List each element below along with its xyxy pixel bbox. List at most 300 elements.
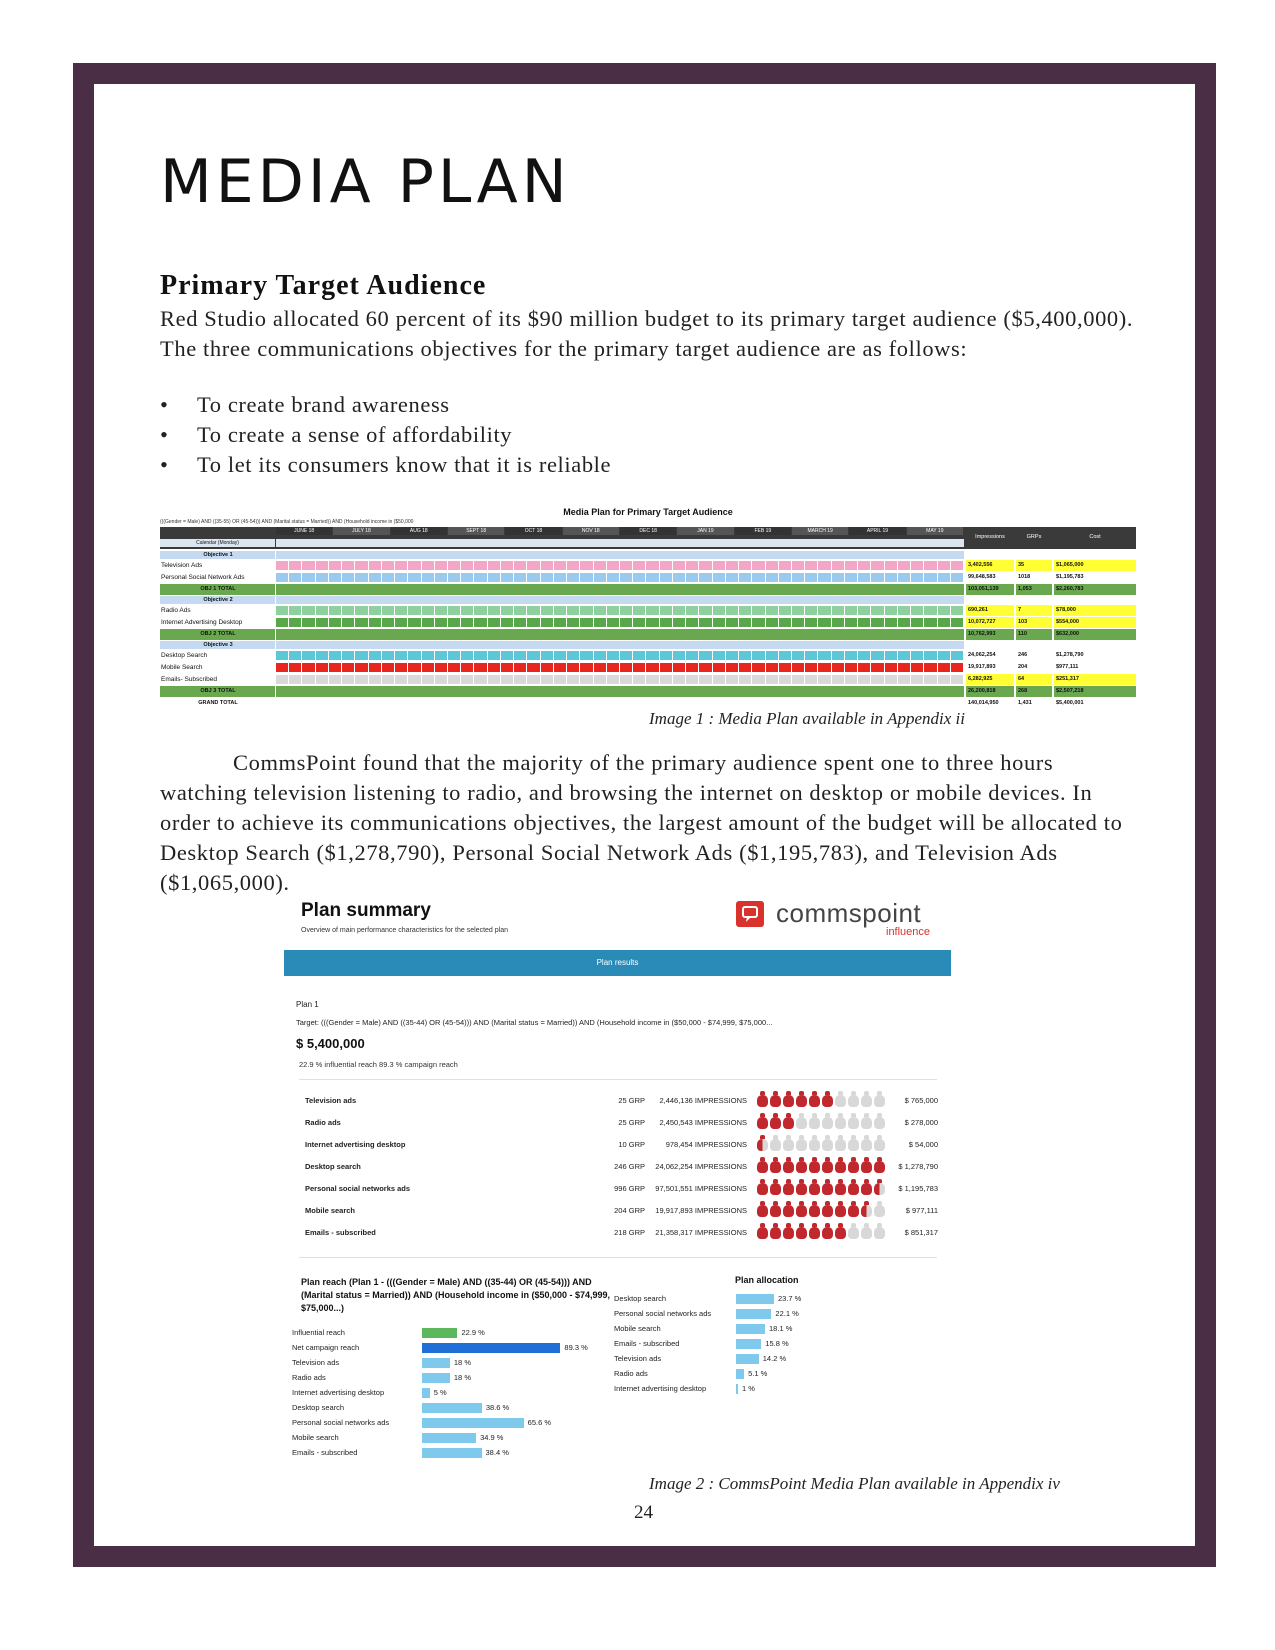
money-bag-icon (757, 1223, 768, 1239)
plan-name: Plan 1 (296, 1000, 319, 1009)
month-header-row (276, 527, 964, 535)
schedule-cell (554, 663, 566, 672)
money-bag-icon (809, 1157, 820, 1173)
schedule-cell (435, 675, 447, 684)
schedule-cell (779, 573, 791, 582)
schedule-cell (699, 618, 711, 627)
schedule-cell (726, 663, 738, 672)
money-bag-icon (757, 1179, 768, 1195)
grps-cell: 7 (1016, 605, 1052, 616)
channel-name: Internet advertising desktop (305, 1140, 406, 1149)
schedule-cell (567, 651, 579, 660)
schedule-cell (607, 618, 619, 627)
schedule-cell (289, 675, 301, 684)
schedule-cell (382, 651, 394, 660)
objectives-list (160, 390, 611, 480)
allocation-bar (736, 1369, 744, 1379)
money-bag-icon (848, 1157, 859, 1173)
schedule-cell (898, 675, 910, 684)
channel-cost: $ 765,000 (904, 1096, 938, 1105)
row-label: Emails- Subscribed (161, 676, 217, 683)
cost-cell: $2,260,783 (1054, 584, 1136, 595)
money-bag-icon (770, 1091, 781, 1107)
schedule-cell (726, 606, 738, 615)
schedule-cell (739, 618, 751, 627)
schedule-cell (329, 618, 341, 627)
table-row (160, 605, 1136, 616)
schedule-cell (541, 573, 553, 582)
channel-row (299, 1156, 939, 1178)
money-bag-icon (783, 1113, 794, 1129)
schedule-cell (461, 663, 473, 672)
money-bag-icon (809, 1223, 820, 1239)
schedule-cell (660, 618, 672, 627)
schedule-cell (567, 675, 579, 684)
schedule-cell (938, 663, 950, 672)
reach-value: 5 % (433, 1388, 447, 1397)
schedule-cell (382, 663, 394, 672)
row-schedule (276, 605, 964, 616)
schedule-cell (779, 618, 791, 627)
schedule-cell (713, 675, 725, 684)
channel-grp: 204 GRP (614, 1206, 645, 1215)
schedule-cell (726, 618, 738, 627)
schedule-cell (541, 606, 553, 615)
channel-impressions: 2,446,136 IMPRESSIONS (659, 1096, 747, 1105)
row-schedule (276, 686, 964, 697)
schedule-cell (686, 663, 698, 672)
impressions-cell: 19,917,893 (966, 662, 1014, 673)
schedule-cell (355, 561, 367, 570)
money-bag-icon (757, 1157, 768, 1173)
schedule-cell (395, 561, 407, 570)
channel-name: Television ads (305, 1096, 357, 1105)
schedule-cell (766, 573, 778, 582)
schedule-cell (911, 561, 923, 570)
schedule-cell (633, 618, 645, 627)
channel-row (299, 1112, 939, 1134)
schedule-cell (885, 663, 897, 672)
allocation-row (614, 1352, 914, 1367)
row-schedule (276, 584, 964, 595)
schedule-cell (448, 573, 460, 582)
schedule-cell (699, 675, 711, 684)
allocation-row (614, 1367, 914, 1382)
channel-grp: 218 GRP (614, 1228, 645, 1237)
month-header: OCT 18 (505, 527, 561, 535)
schedule-cell (355, 606, 367, 615)
money-bag-icon (835, 1091, 846, 1107)
schedule-cell (845, 561, 857, 570)
schedule-cell (805, 651, 817, 660)
reach-bar (422, 1403, 482, 1413)
grps-cell: 204 (1016, 662, 1052, 673)
money-bag-icon (848, 1113, 859, 1129)
impressions-cell: 10,762,993 (966, 629, 1014, 640)
schedule-cell (924, 675, 936, 684)
reach-label: Internet advertising desktop (292, 1388, 385, 1397)
schedule-cell (541, 618, 553, 627)
schedule-cell (646, 663, 658, 672)
cost-header: Cost (1089, 534, 1101, 540)
schedule-cell (488, 651, 500, 660)
allocation-bar (736, 1354, 759, 1364)
schedule-cell (316, 651, 328, 660)
money-bag-icon (822, 1157, 833, 1173)
schedule-cell (474, 675, 486, 684)
month-header: DEC 18 (620, 527, 676, 535)
row-label: Objective 1 (160, 551, 275, 559)
cost-cell: $977,111 (1054, 662, 1136, 673)
calendar-label: Calendar (Monday) (160, 539, 275, 547)
schedule-cell (673, 651, 685, 660)
schedule-cell (871, 663, 883, 672)
schedule-cell (474, 618, 486, 627)
page-number: 24 (634, 1502, 653, 1523)
schedule-cell (911, 651, 923, 660)
reach-row (292, 1341, 612, 1356)
schedule-cell (289, 663, 301, 672)
money-bag-icon (822, 1201, 833, 1217)
schedule-cell (501, 675, 513, 684)
schedule-cell (567, 561, 579, 570)
schedule-cell (726, 675, 738, 684)
reach-row (292, 1401, 612, 1416)
schedule-cell (713, 663, 725, 672)
money-bag-icon (848, 1201, 859, 1217)
channel-impressions: 21,358,317 IMPRESSIONS (655, 1228, 747, 1237)
schedule-cell (527, 573, 539, 582)
channel-name: Personal social networks ads (305, 1184, 411, 1193)
schedule-cell (594, 675, 606, 684)
plan-summary-panel (284, 894, 1004, 1474)
schedule-cell (673, 561, 685, 570)
schedule-cell (408, 618, 420, 627)
analysis-paragraph: CommsPoint found that the majority of the primary audience spent one to three hours watching television listening to radio, and browsing the internet on desktop or mobile devices. In order to achieve its communications objectives, the largest amount of the budget will be allocated to Desktop Search ($1,278,790), Personal Social Network Ads ($1,195,783), and Television Ads ($1,065,000). (160, 750, 1123, 895)
table-row (160, 674, 1136, 685)
table-row (160, 572, 1136, 583)
reach-label: Influential reach (292, 1328, 345, 1337)
plan-summary-title: Plan summary (301, 900, 431, 921)
schedule-cell (435, 606, 447, 615)
schedule-cell (620, 573, 632, 582)
schedule-cell (501, 618, 513, 627)
money-bag-icon (783, 1223, 794, 1239)
schedule-cell (355, 675, 367, 684)
money-bag-icon (757, 1091, 768, 1107)
schedule-cell (845, 663, 857, 672)
list-item: • To create a sense of affordability (160, 420, 611, 450)
month-header: MAY 19 (907, 527, 963, 535)
allocation-value: 18.1 % (769, 1324, 793, 1333)
schedule-cell (527, 606, 539, 615)
channel-name: Desktop search (305, 1162, 361, 1171)
table-row (160, 629, 1136, 640)
money-bag-icon (848, 1179, 859, 1195)
schedule-cell (488, 618, 500, 627)
schedule-cell (646, 606, 658, 615)
schedule-cell (395, 663, 407, 672)
schedule-cell (342, 675, 354, 684)
channel-name: Radio ads (305, 1118, 341, 1127)
schedule-cell (726, 651, 738, 660)
schedule-cell (832, 675, 844, 684)
schedule-cell (580, 561, 592, 570)
schedule-cell (766, 561, 778, 570)
impressions-cell: 24,062,254 (966, 650, 1014, 661)
schedule-cell (554, 651, 566, 660)
schedule-cell (766, 663, 778, 672)
cost-cell: $554,000 (1054, 617, 1136, 628)
money-bag-icon (796, 1179, 807, 1195)
schedule-cell (646, 675, 658, 684)
schedule-cell (858, 651, 870, 660)
channel-row (299, 1134, 939, 1156)
schedule-cell (633, 606, 645, 615)
schedule-cell (779, 675, 791, 684)
schedule-cell (779, 651, 791, 660)
row-schedule (276, 641, 964, 649)
schedule-cell (302, 651, 314, 660)
schedule-cell (448, 675, 460, 684)
grps-cell: 64 (1016, 674, 1052, 685)
media-plan-table (160, 505, 1136, 706)
schedule-cell (660, 573, 672, 582)
reach-row (292, 1416, 612, 1431)
grps-cell: 35 (1016, 560, 1052, 571)
row-schedule (276, 629, 964, 640)
schedule-cell (514, 651, 526, 660)
schedule-cell (885, 573, 897, 582)
money-bag-icon (770, 1113, 781, 1129)
schedule-cell (871, 675, 883, 684)
schedule-cell (342, 651, 354, 660)
channel-cost: $ 54,000 (908, 1140, 938, 1149)
schedule-cell (660, 675, 672, 684)
schedule-cell (527, 651, 539, 660)
allocation-value: 1 % (742, 1384, 755, 1393)
schedule-cell (435, 651, 447, 660)
schedule-cell (382, 618, 394, 627)
schedule-cell (620, 675, 632, 684)
schedule-cell (646, 561, 658, 570)
schedule-cell (620, 663, 632, 672)
schedule-cell (276, 663, 288, 672)
reach-row (292, 1356, 612, 1371)
reach-bar (422, 1418, 524, 1428)
money-bag-icon (796, 1223, 807, 1239)
month-header: JAN 19 (677, 527, 733, 535)
channel-grp: 246 GRP (614, 1162, 645, 1171)
schedule-cell (302, 663, 314, 672)
money-bag-icon (783, 1201, 794, 1217)
money-bag-icon (835, 1157, 846, 1173)
schedule-cell (594, 573, 606, 582)
schedule-cell (527, 663, 539, 672)
allocation-bar (736, 1294, 774, 1304)
schedule-cell (580, 651, 592, 660)
schedule-cell (898, 663, 910, 672)
allocation-bar (736, 1309, 771, 1319)
schedule-cell (488, 561, 500, 570)
table-row (160, 560, 1136, 571)
media-plan-title: Media Plan for Primary Target Audience (563, 507, 733, 517)
reach-value: 18 % (453, 1373, 471, 1382)
money-bag-icon (796, 1113, 807, 1129)
money-bag-icon (861, 1223, 872, 1239)
schedule-cell (805, 618, 817, 627)
schedule-cell (567, 618, 579, 627)
allocation-row (614, 1337, 914, 1352)
money-bag-icon (809, 1135, 820, 1151)
reach-bar (422, 1433, 476, 1443)
reach-row (292, 1326, 612, 1341)
row-label: Objective 3 (160, 641, 275, 649)
schedule-cell (951, 663, 963, 672)
schedule-cell (871, 606, 883, 615)
money-bag-icon (874, 1223, 885, 1239)
schedule-cell (580, 675, 592, 684)
schedule-cell (541, 663, 553, 672)
schedule-cell (858, 663, 870, 672)
schedule-cell (951, 618, 963, 627)
table-row (160, 584, 1136, 595)
schedule-cell (527, 561, 539, 570)
logo-subtitle: influence (886, 926, 931, 938)
schedule-cell (329, 561, 341, 570)
schedule-cell (858, 606, 870, 615)
schedule-cell (316, 618, 328, 627)
schedule-cell (871, 573, 883, 582)
schedule-cell (673, 606, 685, 615)
schedule-cell (699, 663, 711, 672)
money-bag-icon (783, 1135, 794, 1151)
schedule-cell (951, 606, 963, 615)
schedule-cell (289, 651, 301, 660)
schedule-cell (594, 606, 606, 615)
reach-bar (422, 1343, 560, 1353)
channel-grp: 996 GRP (614, 1184, 645, 1193)
page-body (94, 84, 1195, 1546)
money-bag-icon (835, 1201, 846, 1217)
money-bag-icon (770, 1135, 781, 1151)
schedule-cell (422, 561, 434, 570)
schedule-cell (660, 651, 672, 660)
schedule-cell (832, 606, 844, 615)
schedule-cell (435, 663, 447, 672)
schedule-cell (660, 606, 672, 615)
schedule-cell (726, 573, 738, 582)
schedule-cell (752, 618, 764, 627)
impressions-header: Impressions (975, 534, 1005, 540)
cost-cell: $1,278,790 (1054, 650, 1136, 661)
schedule-cell (422, 573, 434, 582)
table-row (160, 596, 1136, 604)
reach-label: Net campaign reach (292, 1343, 360, 1352)
schedule-cell (818, 651, 830, 660)
schedule-cell (554, 561, 566, 570)
money-bag-icon (861, 1201, 872, 1217)
plan-total: $ 5,400,000 (296, 1036, 365, 1051)
money-bag-icon (796, 1091, 807, 1107)
schedule-cell (316, 663, 328, 672)
page-frame (73, 63, 1216, 1567)
allocation-label: Television ads (614, 1354, 662, 1363)
schedule-cell (580, 663, 592, 672)
schedule-cell (594, 663, 606, 672)
schedule-cell (858, 573, 870, 582)
allocation-label: Mobile search (614, 1324, 661, 1333)
schedule-cell (302, 675, 314, 684)
money-bag-icon (757, 1135, 768, 1151)
schedule-cell (885, 675, 897, 684)
schedule-cell (329, 651, 341, 660)
schedule-cell (461, 606, 473, 615)
money-bag-icon (809, 1201, 820, 1217)
schedule-cell (302, 618, 314, 627)
reach-label: Television ads (292, 1358, 340, 1367)
schedule-cell (488, 573, 500, 582)
channel-row (299, 1178, 939, 1200)
schedule-cell (766, 651, 778, 660)
money-bag-icon (783, 1091, 794, 1107)
speech-bubble-icon (736, 901, 764, 927)
schedule-cell (554, 675, 566, 684)
money-bag-icon (848, 1223, 859, 1239)
schedule-cell (422, 606, 434, 615)
schedule-cell (474, 573, 486, 582)
schedule-cell (792, 651, 804, 660)
schedule-cell (302, 561, 314, 570)
impressions-cell: 10,072,727 (966, 617, 1014, 628)
schedule-cell (673, 573, 685, 582)
reach-row (292, 1446, 612, 1461)
schedule-cell (938, 561, 950, 570)
money-bag-icon (770, 1157, 781, 1173)
reach-bar (422, 1448, 482, 1458)
schedule-cell (832, 663, 844, 672)
schedule-cell (633, 675, 645, 684)
schedule-cell (448, 663, 460, 672)
impressions-cell: 103,051,139 (966, 584, 1014, 595)
row-schedule (276, 596, 964, 604)
channel-row (299, 1200, 939, 1222)
schedule-cell (924, 651, 936, 660)
reach-row (292, 1386, 612, 1401)
schedule-cell (752, 663, 764, 672)
schedule-cell (792, 561, 804, 570)
schedule-cell (607, 561, 619, 570)
money-bag-icon (874, 1179, 885, 1195)
schedule-cell (938, 618, 950, 627)
month-header: FEB 19 (735, 527, 791, 535)
schedule-cell (673, 675, 685, 684)
money-bag-icon (822, 1091, 833, 1107)
plan-summary-subtitle: Overview of main performance characteristics for the selected plan (301, 927, 508, 934)
schedule-cell (461, 618, 473, 627)
schedule-cell (818, 561, 830, 570)
month-header: AUG 18 (391, 527, 447, 535)
cost-cell: $1,065,000 (1054, 560, 1136, 571)
allocation-value: 5.1 % (748, 1369, 768, 1378)
schedule-cell (832, 651, 844, 660)
schedule-cell (713, 573, 725, 582)
schedule-cell (382, 606, 394, 615)
channel-cost: $ 1,278,790 (898, 1162, 938, 1171)
row-schedule (276, 650, 964, 661)
schedule-cell (541, 675, 553, 684)
schedule-cell (938, 651, 950, 660)
